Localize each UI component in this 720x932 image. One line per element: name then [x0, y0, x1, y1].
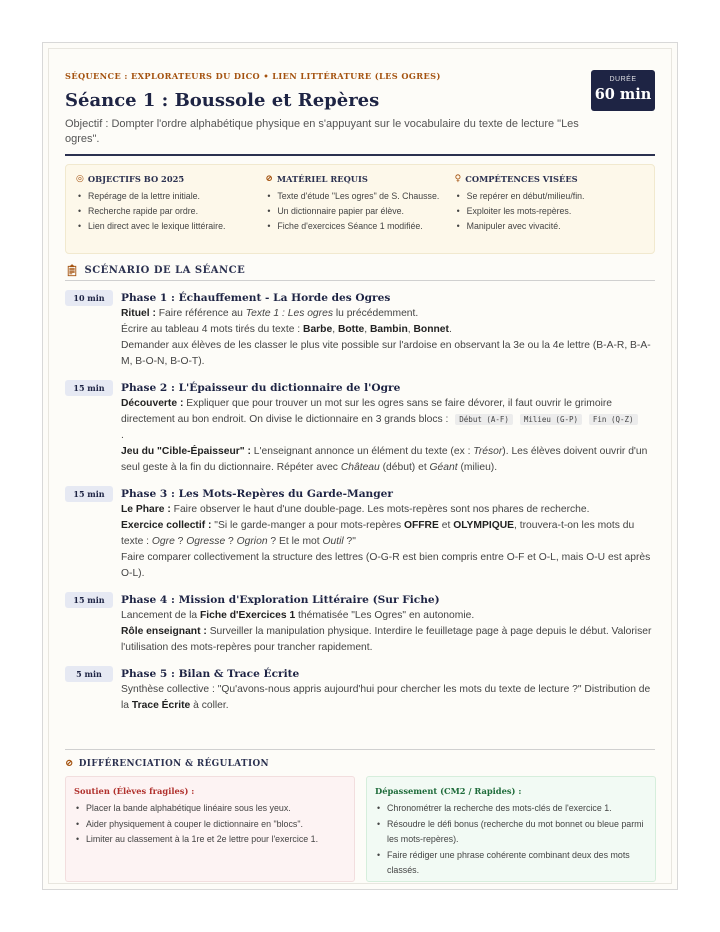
- scenario-heading: [65, 264, 655, 281]
- sequence-label: SÉQUENCE : EXPLORATEURS DU DICO • LIEN LITTÉRATURE (LES OGRES): [65, 71, 441, 81]
- time-badge: 5 min: [65, 666, 113, 682]
- objectifs-column: [76, 174, 265, 253]
- phase-text: Exercice collectif : "Si le garde-manger a pour mots-repères OFFRE et OLYMPIQUE, trouvera-t-on les mots du texte : Ogre ? Ogresse ? Ogrion ? Et le mot Outil ?": [121, 520, 635, 547]
- info-box: [65, 164, 655, 254]
- phase-4: [65, 592, 655, 656]
- phase-text: Demander aux élèves de les classer le plus vite possible sur l'ardoise en observant la 3e ou la 4e lettre (B-A-R, B-A-M, B-O-N, B-O-T).: [121, 340, 651, 367]
- phase-text: Synthèse collective : "Qu'avons-nous appris aujourd'hui pour chercher les mots du texte de lecture ?" Distribution de la Trace Écrite à coller.: [121, 684, 651, 711]
- list-item: • Résoudre le défi bonus (recherche du mot bonnet ou bleue parmi les mots-repères).: [375, 817, 647, 848]
- phase-title: Phase 5 : Bilan & Trace Écrite: [121, 668, 300, 680]
- header: [65, 71, 655, 156]
- phase-2: [65, 380, 655, 476]
- divider: [65, 749, 655, 750]
- list-item: • Exploiter les mots-repères.: [455, 204, 644, 219]
- scenario-title: SCÉNARIO DE LA SÉANCE: [84, 265, 246, 276]
- list-item: • Placer la bande alphabétique linéaire sous les yeux.: [74, 801, 346, 817]
- phase-title: Phase 3 : Les Mots-Repères du Garde-Manger: [121, 488, 393, 500]
- depassement-box: [366, 776, 656, 882]
- duration-label: DURÉE: [609, 76, 637, 83]
- compass-icon: ⊘: [265, 174, 273, 184]
- list-item: • Se repérer en début/milieu/fin.: [455, 189, 644, 204]
- page-title: Séance 1 : Boussole et Repères: [65, 90, 380, 111]
- phase-3: [65, 486, 655, 582]
- time-badge: 15 min: [65, 486, 113, 502]
- phase-text: Écrire au tableau 4 mots tirés du texte : Barbe, Botte, Bambin, Bonnet.: [121, 324, 452, 335]
- duration-value: 60 min: [594, 86, 652, 103]
- objectifs-title: OBJECTIFS BO 2025: [87, 174, 185, 184]
- duration-badge: [591, 70, 655, 111]
- list-item: • Aider physiquement à couper le dictionnaire en "blocs".: [74, 817, 346, 833]
- phase-title: Phase 1 : Échauffement - La Horde des Ogres: [121, 292, 391, 304]
- depassement-title: Dépassement (CM2 / Rapides) :: [375, 786, 522, 796]
- list-item: • Texte d'étude "Les ogres" de S. Chausse.: [265, 189, 454, 204]
- pill-icon: ⊘: [65, 758, 74, 769]
- medal-icon: ♀: [454, 174, 462, 184]
- phase-text: Découverte : Expliquer que pour trouver un mot sur les ogres sans se faire dévorer, il faut ouvrir le grimoire directement au bon endroit. On divise le dictionnaire en 3 grands blocs : Début (A-F) Milieu (G-P) Fin (Q-Z) .: [121, 396, 655, 444]
- competences-column: [455, 174, 644, 253]
- list-item: • Fiche d'exercices Séance 1 modifiée.: [265, 219, 454, 234]
- time-badge: 15 min: [65, 380, 113, 396]
- phase-text: Rôle enseignant : Surveiller la manipulation physique. Interdire le feuilletage page à page depuis le début. Valoriser l'utilisation des mots-repères pour trancher rapidement.: [121, 626, 652, 653]
- list-item: • Faire rédiger une phrase cohérente combinant deux des mots classés.: [375, 848, 647, 879]
- phase-text: Rituel : Faire référence au Texte 1 : Les ogres lu précédemment.: [121, 308, 419, 319]
- differenciation-title: DIFFÉRENCIATION & RÉGULATION: [78, 758, 269, 769]
- phase-title: Phase 4 : Mission d'Exploration Littéraire (Sur Fiche): [121, 594, 440, 606]
- code-block: Milieu (G-P): [520, 414, 582, 425]
- target-icon: ◎: [76, 174, 84, 184]
- list-item: • Chronométrer la recherche des mots-clés de l'exercice 1.: [375, 801, 647, 817]
- competences-title: COMPÉTENCES VISÉES: [465, 174, 578, 184]
- time-badge: 10 min: [65, 290, 113, 306]
- list-item: • Lien direct avec le lexique littéraire.: [76, 219, 265, 234]
- soutien-box: [65, 776, 355, 882]
- phase-text: Faire comparer collectivement la structure des lettres (O-G-R est bien compris entre O-F et O-L, mais O-U est après O-L).: [121, 552, 651, 579]
- phase-5: [65, 666, 655, 714]
- phase-text: Jeu du "Cible-Épaisseur" : L'enseignant annonce un élément du texte (ex : Trésor). Les élèves doivent ouvrir d'un seul geste à la fin du dictionnaire. Répéter avec Château (début) et Géant (milieu).: [121, 446, 648, 473]
- list-item: • Recherche rapide par ordre.: [76, 204, 265, 219]
- phase-1: [65, 290, 655, 370]
- phase-title: Phase 2 : L'Épaisseur du dictionnaire de l'Ogre: [121, 382, 401, 394]
- materiel-column: [265, 174, 454, 253]
- lesson-sheet: [42, 42, 678, 890]
- list-item: • Un dictionnaire papier par élève.: [265, 204, 454, 219]
- code-block: Fin (Q-Z): [589, 414, 638, 425]
- lesson-sheet-inner: [48, 48, 672, 884]
- phase-list: [65, 290, 655, 714]
- materiel-title: MATÉRIEL REQUIS: [276, 174, 368, 184]
- clipboard-icon: 📋︎: [65, 264, 80, 277]
- code-block: Début (A-F): [455, 414, 513, 425]
- soutien-title: Soutien (Élèves fragiles) :: [74, 786, 195, 796]
- time-badge: 15 min: [65, 592, 113, 608]
- objective-text: Objectif : Dompter l'ordre alphabétique physique en s'appuyant sur le vocabulaire du texte de lecture "Les ogres".: [65, 118, 579, 145]
- phase-text: Le Phare : Faire observer le haut d'une double-page. Les mots-repères sont nos phares de recherche.: [121, 504, 590, 515]
- list-item: • Manipuler avec vivacité.: [455, 219, 644, 234]
- phase-text: Lancement de la Fiche d'Exercices 1 thématisée "Les Ogres" en autonomie.: [121, 610, 475, 621]
- differenciation-heading: [65, 758, 269, 769]
- list-item: • Limiter au classement à la 1re et 2e lettre pour l'exercice 1.: [74, 832, 346, 848]
- list-item: • Repérage de la lettre initiale.: [76, 189, 265, 204]
